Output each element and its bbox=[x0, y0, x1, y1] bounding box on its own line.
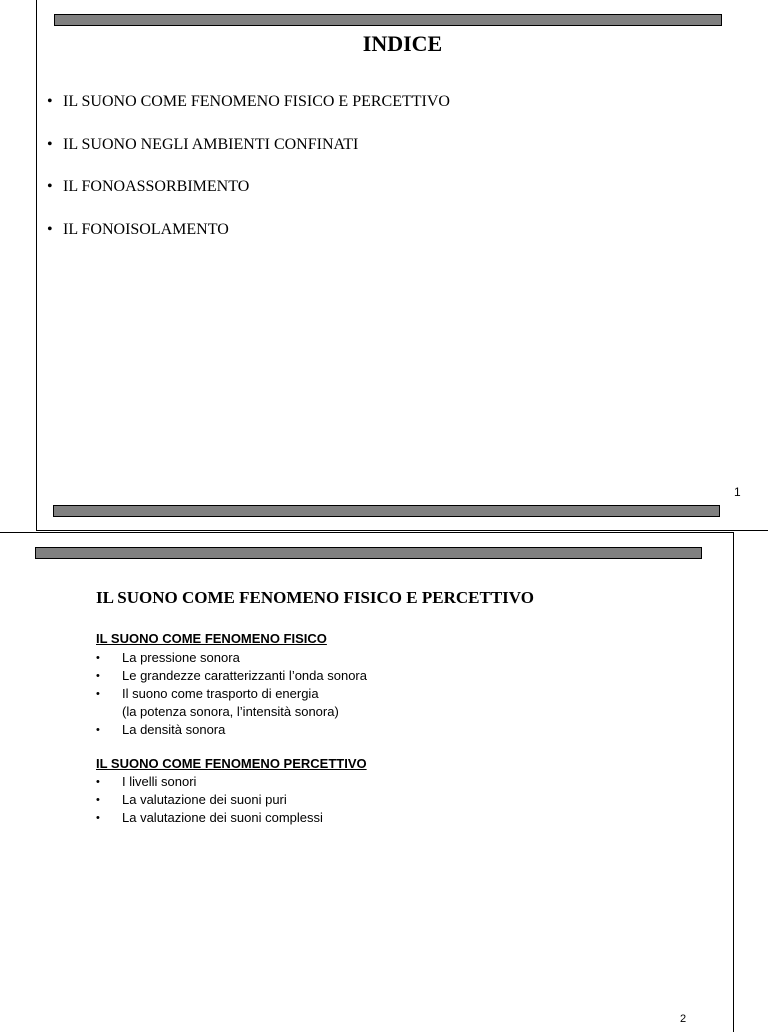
slide-1-bottom-bar bbox=[53, 505, 720, 517]
bullet: • bbox=[96, 724, 100, 736]
list-item bbox=[96, 809, 323, 827]
bullet: • bbox=[47, 135, 53, 153]
list-item-label: Il suono come trasporto di energia bbox=[122, 686, 319, 701]
index-item bbox=[47, 178, 450, 221]
section-heading-percettivo: IL SUONO COME FENOMENO PERCETTIVO bbox=[96, 756, 367, 771]
index-item bbox=[47, 136, 450, 179]
bullet: • bbox=[96, 652, 100, 664]
list-item bbox=[96, 791, 323, 809]
index-item-label: IL SUONO NEGLI AMBIENTI CONFINATI bbox=[63, 135, 359, 153]
slide-1 bbox=[36, 0, 768, 531]
list-item-label: I livelli sonori bbox=[122, 774, 197, 789]
list-item bbox=[96, 649, 367, 667]
list-item-label: La densità sonora bbox=[122, 722, 226, 737]
list-item bbox=[96, 685, 367, 721]
bullet: • bbox=[47, 178, 53, 195]
index-item-label: IL SUONO COME FENOMENO FISICO E PERCETTIVO bbox=[63, 93, 450, 110]
index-item bbox=[47, 93, 450, 136]
list-item-subline: (la potenza sonora, l’intensità sonora) bbox=[122, 704, 339, 719]
list-item bbox=[96, 773, 323, 791]
slide-2 bbox=[0, 532, 734, 1032]
slide-1-title: INDICE bbox=[362, 31, 443, 56]
index-item bbox=[47, 221, 450, 264]
list-item bbox=[96, 667, 367, 685]
list-item-label: La valutazione dei suoni puri bbox=[122, 792, 287, 807]
slide-2-page-number: 2 bbox=[680, 1013, 687, 1025]
slide-2-top-bar bbox=[35, 547, 702, 559]
index-item-label: IL FONOASSORBIMENTO bbox=[63, 178, 250, 195]
bullet: • bbox=[96, 670, 100, 682]
section-list-percettivo bbox=[96, 773, 323, 827]
slide-1-page-number: 1 bbox=[734, 485, 741, 499]
bullet: • bbox=[47, 93, 53, 110]
list-item-label: Le grandezze caratterizzanti l’onda sonora bbox=[122, 668, 367, 683]
bullet: • bbox=[96, 794, 100, 806]
bullet: • bbox=[96, 776, 100, 788]
bullet: • bbox=[47, 220, 53, 238]
list-item-label: La valutazione dei suoni complessi bbox=[122, 810, 323, 825]
index-item-label: IL FONOISOLAMENTO bbox=[63, 220, 229, 238]
section-heading-fisico: IL SUONO COME FENOMENO FISICO bbox=[96, 631, 327, 646]
section-list-fisico bbox=[96, 649, 367, 739]
list-item bbox=[96, 721, 367, 739]
bullet: • bbox=[96, 688, 100, 700]
list-item-label: La pressione sonora bbox=[122, 650, 240, 665]
slide-1-index-list bbox=[47, 93, 450, 263]
slide-2-title: IL SUONO COME FENOMENO FISICO E PERCETTIVO bbox=[96, 588, 534, 607]
slide-1-top-bar bbox=[54, 14, 722, 26]
bullet: • bbox=[96, 812, 100, 824]
